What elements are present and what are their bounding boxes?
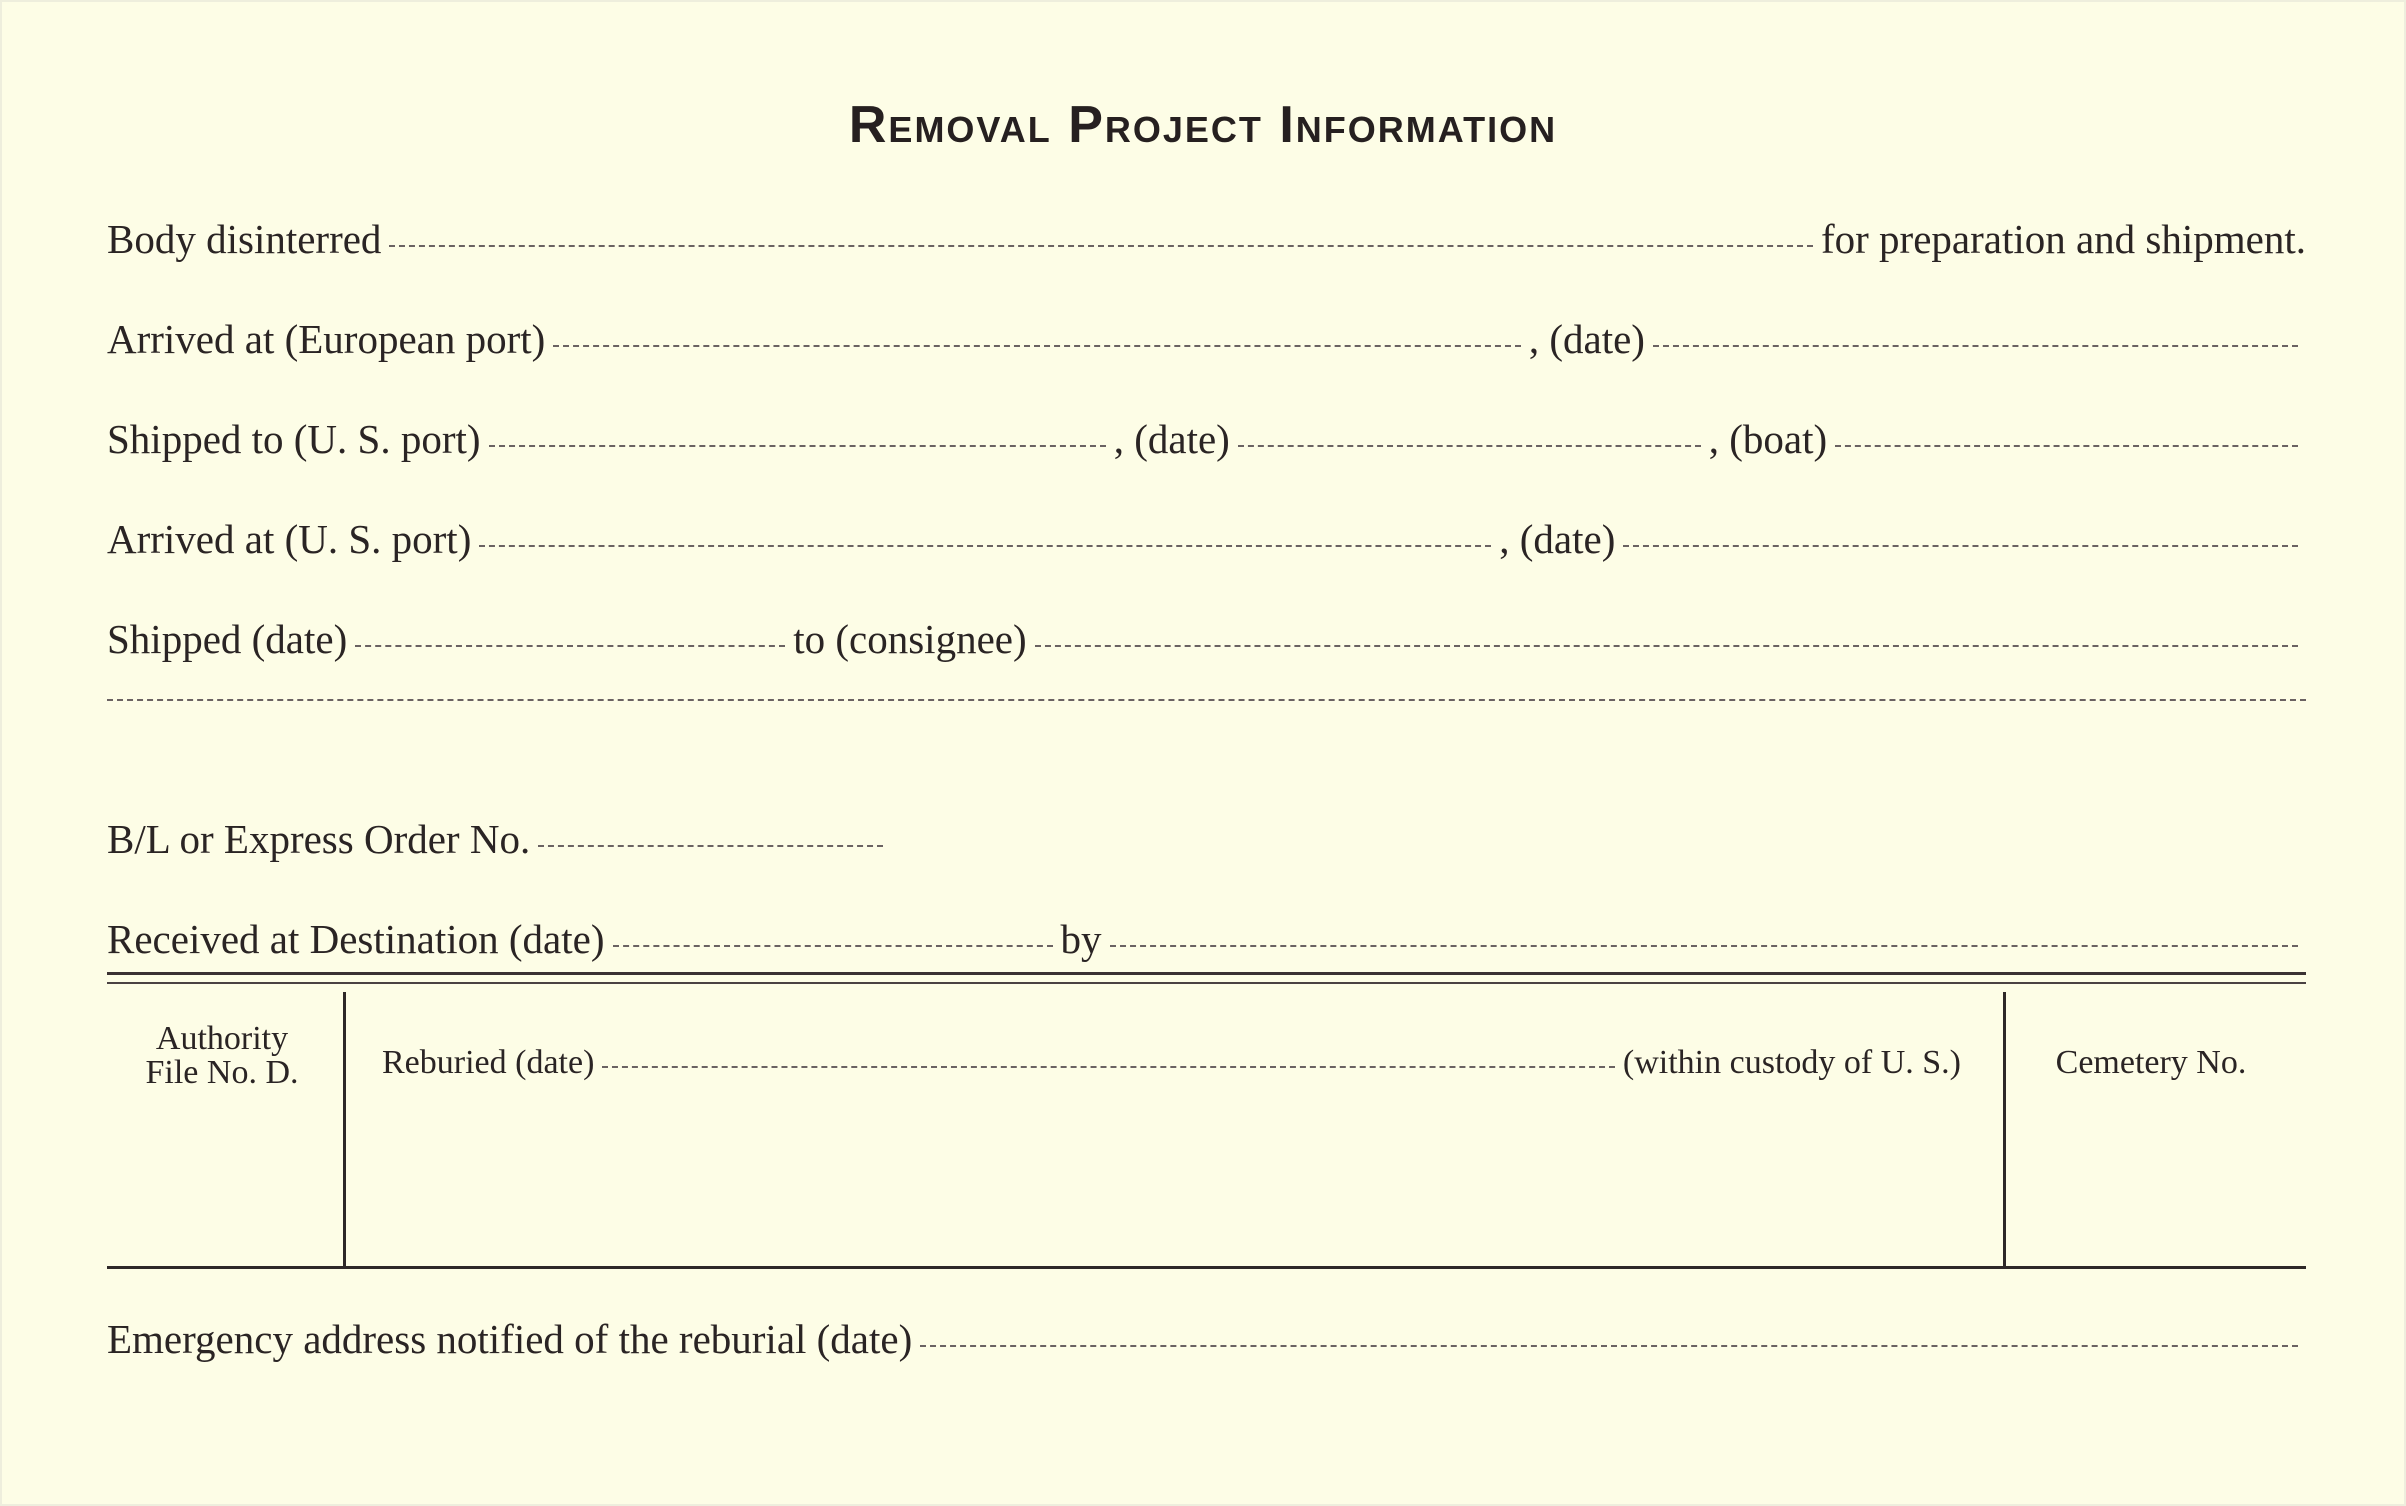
emergency-label: Emergency address notified of the reburial (date) [107, 1316, 913, 1362]
bl-order-field[interactable] [538, 845, 883, 847]
received-date-field[interactable] [613, 945, 1053, 947]
cemetery-cell [1996, 1044, 2306, 1082]
reburial-table [107, 984, 2306, 1269]
body-disinterred-field[interactable] [389, 245, 1813, 247]
column-divider-right [2003, 992, 2006, 1266]
european-date-field[interactable] [1653, 345, 2298, 347]
shipped-date-label: , (date) [1113, 416, 1230, 462]
arrived-us-port-field[interactable] [479, 545, 1491, 547]
body-disinterred-label: Body disinterred [107, 216, 382, 262]
body-disinterred-row [107, 215, 2306, 263]
shipped-date-only-label: Shipped (date) [107, 616, 348, 662]
cemetery-label: Cemetery No. [2055, 1044, 2247, 1081]
column-divider-left [343, 992, 346, 1266]
boat-label: , (boat) [1708, 416, 1828, 462]
arrived-us-date-field[interactable] [1623, 545, 2298, 547]
by-label: by [1060, 916, 1102, 962]
arrived-us-row [107, 515, 2306, 563]
received-by-field[interactable] [1110, 945, 2299, 947]
authority-cell [107, 1022, 337, 1090]
shipped-us-row [107, 415, 2306, 463]
reburied-label: Reburied (date) [382, 1044, 595, 1081]
boat-field[interactable] [1835, 445, 2298, 447]
consignee-label: to (consignee) [793, 616, 1027, 662]
us-port-field[interactable] [489, 445, 1106, 447]
consignee-continuation-field[interactable] [107, 699, 2306, 701]
received-row [107, 915, 2306, 963]
arrived-us-label: Arrived at (U. S. port) [107, 516, 472, 562]
emergency-row [107, 1315, 2306, 1363]
consignee-continuation-row [107, 705, 2306, 707]
arrived-european-row [107, 315, 2306, 363]
european-date-label: , (date) [1528, 316, 1645, 362]
emergency-date-field[interactable] [920, 1345, 2298, 1347]
received-label: Received at Destination (date) [107, 916, 605, 962]
bl-order-row [107, 815, 2306, 863]
preparation-shipment-label: for preparation and shipment. [1820, 216, 2306, 262]
reburied-cell [382, 1044, 1961, 1082]
custody-label: (within custody of U. S.) [1622, 1044, 1961, 1081]
shipped-us-date-field[interactable] [1238, 445, 1701, 447]
authority-label-line1: Authority [155, 1020, 289, 1057]
shipped-consignee-row [107, 615, 2306, 663]
bl-order-label: B/L or Express Order No. [107, 816, 531, 862]
authority-label-line2: File No. D. [145, 1054, 299, 1091]
reburied-date-field[interactable] [602, 1066, 1615, 1068]
double-rule [107, 972, 2306, 984]
form-title: Removal Project Information [848, 96, 1558, 154]
consignee-field[interactable] [1035, 645, 2298, 647]
european-port-field[interactable] [553, 345, 1521, 347]
arrived-european-label: Arrived at (European port) [107, 316, 546, 362]
shipped-us-label: Shipped to (U. S. port) [107, 416, 481, 462]
shipped-date-field[interactable] [355, 645, 785, 647]
arrived-us-date-label: , (date) [1499, 516, 1616, 562]
